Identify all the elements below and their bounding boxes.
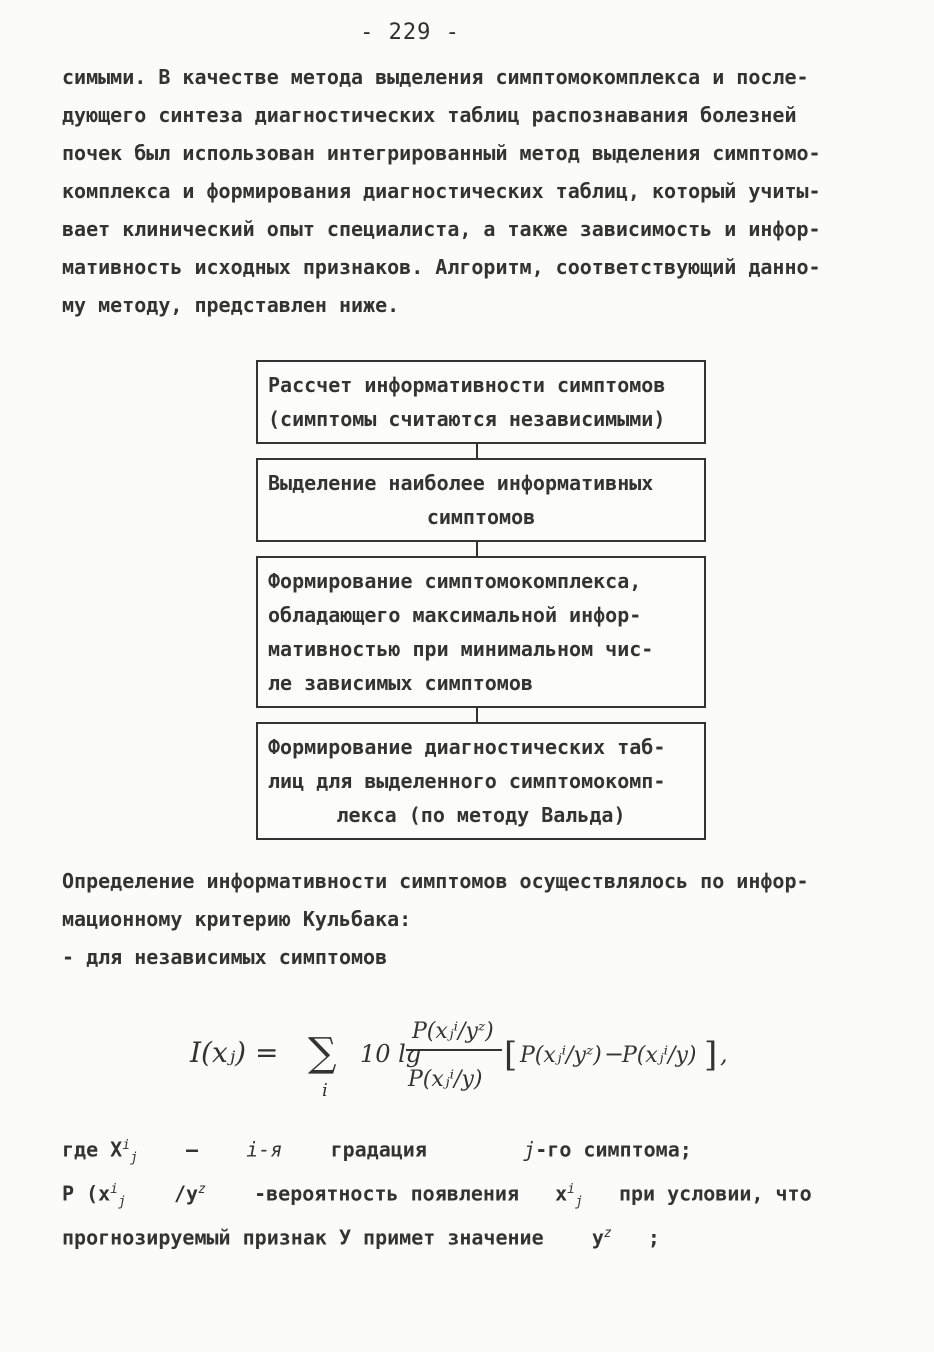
definition-row	[62, 1212, 812, 1256]
kullback-formula	[180, 1000, 780, 1110]
definitions	[62, 1124, 812, 1256]
def-text: P (x	[62, 1181, 111, 1206]
algorithm-flowchart	[256, 360, 706, 840]
formula-coef: 10 lg	[360, 1040, 422, 1068]
text-line: вает клинический опыт специалиста, а также зависимость и инфор-	[62, 217, 821, 241]
def-sub: j	[575, 1194, 583, 1210]
def-sup: i	[122, 1138, 131, 1153]
def-sup: i	[110, 1182, 118, 1197]
definition-row	[62, 1124, 812, 1168]
formula-denominator: P(xⱼⁱ/y)	[408, 1067, 483, 1092]
def-text: прогнозируемый признак У примет значение	[62, 1225, 544, 1250]
text-line: - для независимых симптомов	[62, 945, 388, 969]
def-text: где	[62, 1137, 99, 1162]
def-sup: i	[567, 1182, 575, 1197]
intro-paragraph	[62, 58, 821, 324]
text-line: симыми. В качестве метода выделения симптомокомплекса и после-	[62, 65, 809, 89]
def-text: –	[186, 1137, 199, 1162]
flow-box-text: Выделение наиболее информативных	[268, 471, 654, 495]
definition-row	[62, 1168, 812, 1212]
flow-box-1	[256, 360, 706, 444]
formula-minus: −	[604, 1040, 625, 1068]
def-text: при условии, что	[618, 1181, 812, 1206]
flow-box-text: (симптомы считаются независимыми)	[268, 407, 666, 431]
text-line: комплекса и формирования диагностических таблиц, который учиты-	[62, 179, 821, 203]
def-text: y	[591, 1225, 604, 1250]
flow-box-text: симптомов	[426, 505, 536, 529]
text-line: дующего синтеза диагностических таблиц распознавания болезней	[62, 103, 797, 127]
text-line: мативность исходных признаков. Алгоритм, соответствующий данно-	[62, 255, 821, 279]
flow-box-text: Формирование симптомокомплекса,	[268, 569, 642, 593]
sum-index: i	[322, 1080, 328, 1101]
def-text: -го симптома;	[535, 1137, 692, 1162]
formula-term1: P(xⱼⁱ/yᶻ)	[520, 1043, 602, 1068]
def-sup: z	[603, 1226, 612, 1241]
bracket-right: ]	[704, 1035, 718, 1075]
def-sub: j	[130, 1150, 138, 1166]
text-line: му методу, представлен ниже.	[62, 293, 400, 317]
formula-lhs: I(xⱼ) =	[190, 1036, 279, 1069]
flow-box-text: лиц для выделенного симптомокомп-	[268, 769, 666, 793]
page-number: - 229 -	[360, 20, 460, 45]
formula-term2: P(xⱼⁱ/y)	[622, 1043, 697, 1068]
text-line: мационному критерию Кульбака:	[62, 907, 412, 931]
flow-box-text: лекса (по методу Вальда)	[336, 803, 626, 827]
def-text: j	[523, 1137, 536, 1162]
flow-connector	[476, 444, 478, 458]
flow-connector	[476, 542, 478, 556]
flow-box-3	[256, 556, 706, 708]
formula-numerator: P(xⱼⁱ/yᶻ)	[412, 1019, 494, 1044]
flow-box-text: ле зависимых симптомов	[268, 671, 533, 695]
def-text: градация	[330, 1137, 427, 1162]
flow-connector	[476, 708, 478, 722]
text-line: Определение информативности симптомов осуществлялось по инфор-	[62, 869, 809, 893]
def-sub: j	[118, 1194, 126, 1210]
def-text: /y	[174, 1181, 199, 1206]
flow-box-2	[256, 458, 706, 542]
sum-symbol: ∑	[308, 1030, 337, 1076]
formula-comma: ,	[720, 1040, 728, 1068]
def-text: X	[110, 1137, 123, 1162]
criterion-paragraph	[62, 862, 809, 976]
flow-box-text: мативностью при минимальном чис-	[268, 637, 654, 661]
def-text: i-я	[246, 1137, 283, 1162]
def-text: x	[555, 1181, 568, 1206]
flow-box-text: Рассчет информативности симптомов	[268, 373, 666, 397]
def-text: -вероятность появления	[254, 1181, 519, 1206]
flow-box-text: Формирование диагностических таб-	[268, 735, 666, 759]
def-sup: z	[198, 1182, 206, 1197]
text-line: почек был использован интегрированный метод выделения симптомо-	[62, 141, 821, 165]
bracket-left: [	[504, 1035, 518, 1075]
def-text: ;	[647, 1225, 660, 1250]
flow-box-4	[256, 722, 706, 840]
flow-box-text: обладающего максимальной инфор-	[268, 603, 642, 627]
